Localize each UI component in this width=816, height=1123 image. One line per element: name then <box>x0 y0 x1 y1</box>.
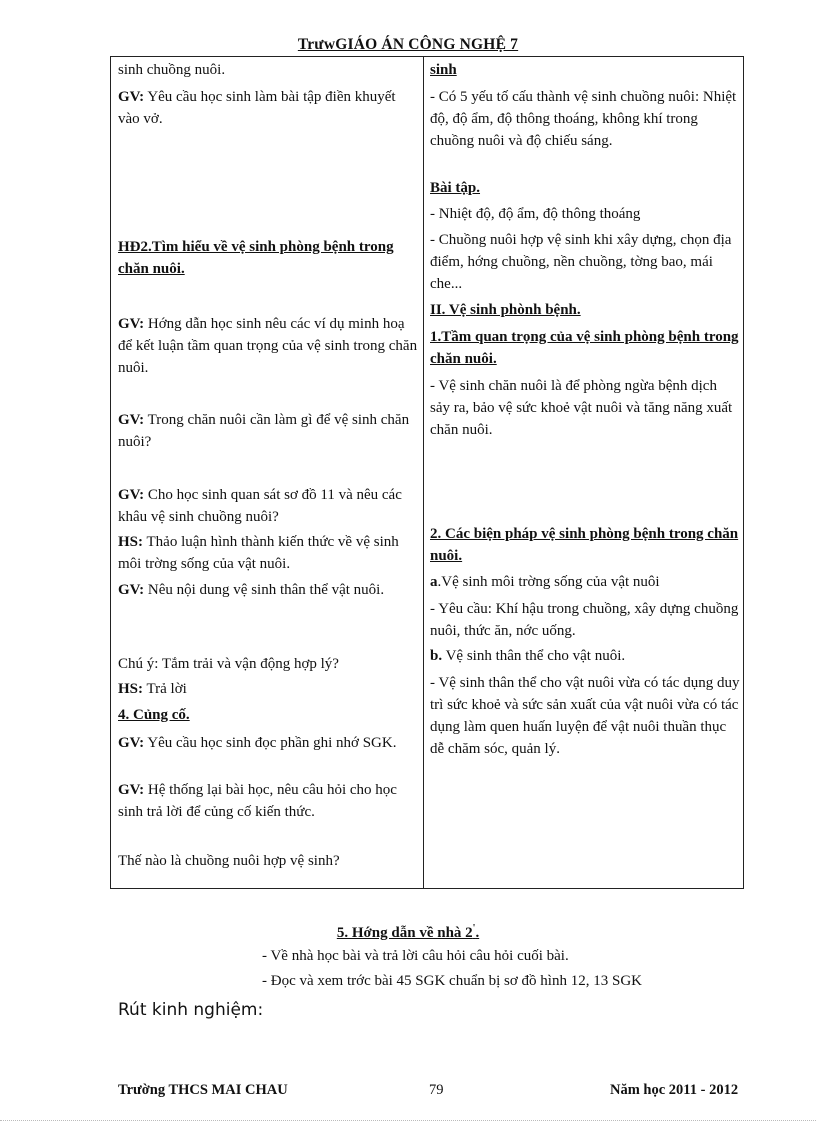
footer-dotted-rule <box>0 1120 816 1121</box>
left-p4 <box>118 313 418 379</box>
right-p2: - Có 5 yếu tố cấu thành vệ sinh chuồng nuôi: Nhiệt độ, độ ẩm, độ thông thoáng, không khí trong chuồng nuôi và độ chiếu sáng. <box>430 89 737 149</box>
section5-title-text: 5. Hớng dẫn về nhà 2 <box>336 925 473 941</box>
left-p10 <box>118 678 418 700</box>
section5-title-sup: ' <box>472 923 476 934</box>
right-subsection-2-heading: 2. Các biện pháp vệ sinh phòng bệnh trong chăn nuôi. <box>430 526 739 564</box>
right-p8: - Vệ sinh chăn nuôi là để phòng ngừa bệnh dịch sảy ra, bảo vệ sức khoẻ vật nuôi và tăng năng xuất chăn nuôi. <box>430 378 733 438</box>
left-p4-text: Hớng dẫn học sinh nêu các ví dụ minh hoạ để kết luận tầm quan trọng của vệ sinh trong chăn nuôi. <box>118 316 418 376</box>
gv-label: GV: <box>118 782 145 798</box>
right-p10-text: .Vệ sinh môi trờng sống của vật nuôi <box>437 574 660 590</box>
gv-label: GV: <box>118 582 145 598</box>
left-p9: Chú ý: Tắm trải và vận động hợp lý? <box>118 656 339 672</box>
right-p12-text: Vệ sinh thân thể cho vật nuôi. <box>442 648 626 664</box>
section5-heading <box>0 918 816 944</box>
left-p5-text: Trong chăn nuôi cần làm gì để vệ sinh chăn nuôi? <box>118 412 410 450</box>
left-p6-text: Cho học sinh quan sát sơ đồ 11 và nêu các khâu vệ sinh chuồng nuôi? <box>118 487 402 525</box>
right-p4: - Nhiệt độ, độ ẩm, độ thông thoáng <box>430 206 641 222</box>
right-p13: - Vệ sinh thân thể cho vật nuôi vừa có tác dụng duy trì sức khoẻ và sức sản xuất của vật nuôi vừa có tác dụng làm quen huấn luyện để vật nuôi thuần thục dễ chăm sóc, quản lý. <box>430 675 740 757</box>
footer-school: Trường THCS MAI CHAU <box>118 1082 288 1098</box>
left-p12 <box>118 732 418 754</box>
column-divider <box>423 57 424 888</box>
right-p1: sinh <box>430 62 457 78</box>
left-p8 <box>118 579 418 601</box>
left-p2-text: Yêu cầu học sinh làm bài tập điền khuyết vào vở. <box>118 89 396 127</box>
right-bai-tap-heading: Bài tập. <box>430 180 481 196</box>
section5-title <box>337 925 479 941</box>
left-p6 <box>118 484 418 528</box>
left-p12-text: Yêu cầu học sinh đọc phần ghi nhớ SGK. <box>144 735 397 751</box>
gv-label: GV: <box>118 412 145 428</box>
hs-label: HS: <box>118 534 144 550</box>
left-p13-text: Hệ thống lại bài học, nêu câu hỏi cho học sinh trả lời để củng cố kiến thức. <box>118 782 397 820</box>
section5-title-end: . <box>475 925 480 941</box>
notes-label: Rút kinh nghiệm: <box>118 1000 264 1020</box>
item-b-label: b. <box>430 648 443 664</box>
right-p11: - Yêu cầu: Khí hậu trong chuồng, xây dựng chuồng nuôi, thức ăn, nớc uống. <box>430 601 739 639</box>
left-p13 <box>118 779 418 823</box>
left-p7-text: Thảo luận hình thành kiến thức về vệ sinh môi trờng sống của vật nuôi. <box>118 534 399 572</box>
section5-line2: - Đọc và xem trớc bài 45 SGK chuẩn bị sơ đồ hình 12, 13 SGK <box>262 973 642 989</box>
right-p12 <box>430 645 740 667</box>
item-a-label: a <box>430 574 438 590</box>
gv-label: GV: <box>118 89 145 105</box>
left-p10-text: Trả lời <box>143 681 187 697</box>
left-hd2-heading: HĐ2.Tìm hiểu về vệ sinh phòng bệnh trong chăn nuôi. <box>118 239 394 277</box>
right-section-ii-heading: II. Vệ sinh phònh bệnh. <box>430 302 581 318</box>
footer-school-year: Năm học 2011 - 2012 <box>610 1082 739 1098</box>
left-p1: sinh chuồng nuôi. <box>118 62 226 78</box>
right-p5: - Chuồng nuôi hợp vệ sinh khi xây dựng, chọn địa điểm, hớng chuồng, nền chuồng, tờng bao, mái che... <box>430 232 732 292</box>
left-p7 <box>118 531 418 575</box>
page-header-title: TrưwGIÁO ÁN CÔNG NGHỆ 7 <box>297 36 519 53</box>
left-p2 <box>118 86 418 130</box>
right-subsection-1-heading: 1.Tầm quan trọng của vệ sinh phòng bệnh trong chăn nuôi. <box>430 329 739 367</box>
lesson-table <box>110 56 744 889</box>
right-p10 <box>430 571 740 593</box>
section5-line1: - Về nhà học bài và trả lời câu hỏi câu hỏi cuối bài. <box>262 948 569 964</box>
left-p5 <box>118 409 418 453</box>
gv-label: GV: <box>118 735 145 751</box>
left-cung-co-heading: 4. Củng cố. <box>118 707 190 723</box>
gv-label: GV: <box>118 316 145 332</box>
gv-label: GV: <box>118 487 145 503</box>
footer-page-number: 79 <box>429 1082 444 1098</box>
left-p8-text: Nêu nội dung vệ sinh thân thể vật nuôi. <box>144 582 385 598</box>
hs-label: HS: <box>118 681 144 697</box>
left-p14: Thế nào là chuồng nuôi hợp vệ sinh? <box>118 853 340 869</box>
